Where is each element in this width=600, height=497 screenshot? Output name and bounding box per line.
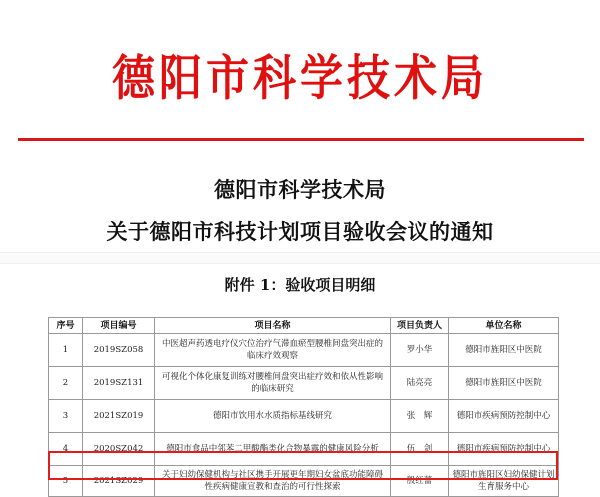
cell-organization: 德阳市疾病预防控制中心 [449,433,559,466]
table-row [49,400,559,433]
cell-index: 3 [49,400,83,433]
table-row [49,334,559,367]
cell-index: 1 [49,334,83,367]
cell-project-name: 中医超声药透电疗仪穴位治疗气滞血瘀型腰椎间盘突出症的临床疗效观察 [155,334,391,367]
cell-project-lead: 张 辉 [391,400,449,433]
notice-subject: 关于德阳市科技计划项目验收会议的通知 [106,219,494,244]
cell-project-code: 2019SZ058 [83,334,155,367]
cell-project-code: 2021SZ029 [83,466,155,497]
cell-organization: 德阳市旌阳区中医院 [449,367,559,400]
project-table [48,317,559,497]
cell-index: 5 [49,466,83,497]
letterhead-title: 德阳市科学技术局 [112,50,488,107]
cell-project-lead: 殷红蕾 [391,466,449,497]
cell-project-lead: 罗小华 [391,334,449,367]
cell-project-code: 2021SZ019 [83,400,155,433]
cell-index: 4 [49,433,83,466]
cell-project-name: 德阳市食品中邻苯二甲酸酯类化合物暴露的健康风险分析 [155,433,391,466]
page-separator [0,252,600,264]
cell-project-lead: 伍 剑 [391,433,449,466]
cell-project-code: 2020SZ042 [83,433,155,466]
header-index: 序号 [49,318,83,334]
table-header-row [49,318,559,334]
table-row [49,433,559,466]
header-project-name: 项目名称 [155,318,391,334]
table-row [49,367,559,400]
cell-project-code: 2019SZ131 [83,367,155,400]
cell-project-lead: 陆亮亮 [391,367,449,400]
cell-project-name: 可视化个体化康复训练对腰椎间盘突出症疗效和依从性影响的临床研究 [155,367,391,400]
cell-project-name: 德阳市饮用水水质指标基线研究 [155,400,391,433]
cell-organization: 德阳市疾病预防控制中心 [449,400,559,433]
header-organization: 单位名称 [449,318,559,334]
cell-project-name: 关于妇幼保健机构与社区携手开展更年期妇女盆底功能障碍性疾病健康宣教和查治的可行性探索 [155,466,391,497]
header-project-lead: 项目负责人 [391,318,449,334]
notice-issuer: 德阳市科学技术局 [214,177,386,202]
cell-organization: 德阳市旌阳区中医院 [449,334,559,367]
letterhead-red-rule [18,138,584,141]
attachment-title: 附件 1：验收项目明细 [224,276,376,294]
cell-organization: 德阳市旌阳区妇幼保健计划生育服务中心 [449,466,559,497]
cell-index: 2 [49,367,83,400]
header-project-code: 项目编号 [83,318,155,334]
table-row-highlighted [49,466,559,497]
